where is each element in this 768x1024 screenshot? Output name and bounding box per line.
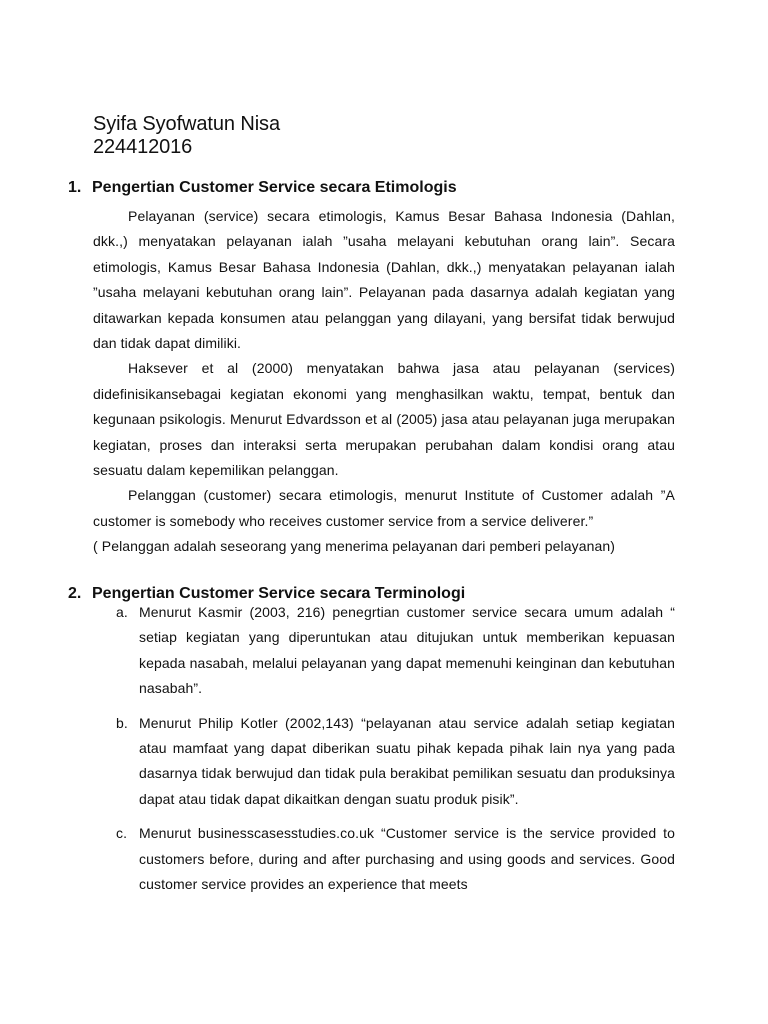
section-1-paragraph: Pelanggan (customer) secara etimologis, menurut Institute of Customer adalah ”A customer is somebody who receives customer service from a service deliverer.” [93, 487, 675, 529]
list-item-text: Menurut Kasmir (2003, 216) penegrtian customer service secara umum adalah “ setiap kegiatan yang diperuntukan atau ditujukan untuk memberikan kepuasan kepada nasabah, melalui pelayanan yang dapat memenuhi keinginan dan kebutuhan nasabah”. [139, 604, 675, 697]
list-item [116, 600, 675, 702]
list-item [116, 821, 675, 897]
section-2-title: Pengertian Customer Service secara Terminologi [92, 585, 466, 602]
section-1-title: Pengertian Customer Service secara Etimologis [92, 179, 457, 196]
section-2-list [116, 600, 675, 897]
list-item-text: Menurut businesscasesstudies.co.uk “Customer service is the service provided to customers before, during and after purchasing and using goods and services. Good customer service provides an experience that meets [139, 825, 675, 893]
section-1-paragraph-translation: ( Pelanggan adalah seseorang yang menerima pelayanan dari pemberi pelayanan) [93, 538, 616, 555]
section-1-body [93, 204, 675, 560]
section-1-heading [68, 178, 457, 198]
list-item [116, 711, 675, 813]
list-marker: a. [116, 604, 128, 620]
author-block [93, 113, 280, 159]
section-1-paragraph: Pelayanan (service) secara etimologis, Kamus Besar Bahasa Indonesia (Dahlan, dkk.,) menyatakan pelayanan ialah ”usaha melayani kebutuhan orang lain”. Secara etimologis, Kamus Besar Bahasa Indonesia (Dahlan, dkk.,) menyatakan pelayanan ialah ”usaha melayani kebutuhan orang lain”. Pelayanan pada dasarnya adalah kegiatan yang ditawarkan kepada konsumen atau pelanggan yang dilayani, yang bersifat tidak berwujud dan tidak dapat dimiliki. [93, 208, 675, 352]
section-2-number: 2. [68, 585, 82, 602]
list-marker: b. [116, 714, 128, 731]
section-1-number: 1. [68, 179, 82, 196]
author-id: 224412016 [93, 136, 193, 158]
section-1-paragraph: Haksever et al (2000) menyatakan bahwa jasa atau pelayanan (services) didefinisikansebagai kegiatan ekonomi yang menghasilkan waktu, tempat, bentuk dan kegunaan psikologis. Menurut Edvardsson et al (2005) jasa atau pelayanan juga merupakan kegiatan, proses dan interaksi serta merupakan perubahan dalam kondisi orang atau sesuatu dalam kepemilikan pelanggan. [93, 360, 675, 479]
list-marker: c. [116, 825, 128, 842]
author-name: Syifa Syofwatun Nisa [93, 113, 280, 135]
list-item-text: Menurut Philip Kotler (2002,143) “pelayanan atau service adalah setiap kegiatan atau mamfaat yang dapat diberikan suatu pihak kepada pihak lain nya yang pada dasarnya tidak berwujud dan tidak pula berakibat pemilikan sesuatu dan produksinya dapat atau tidak dapat dikaitkan dengan suatu produk pisik”. [139, 714, 675, 807]
